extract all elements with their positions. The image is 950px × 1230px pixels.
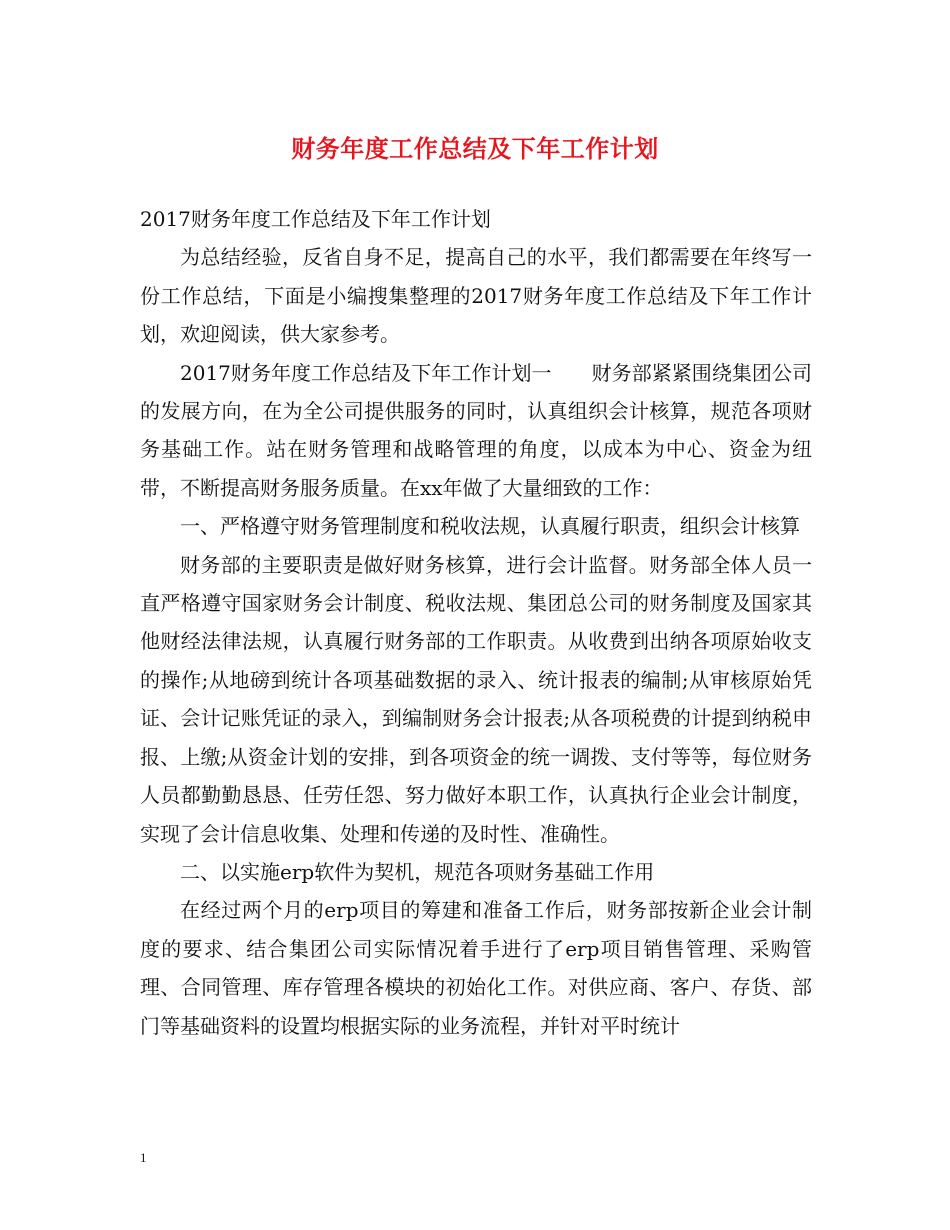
section-1-body: 财务部的主要职责是做好财务核算，进行会计监督。财务部全体人员一直严格遵守国家财务会计制度、税收法规、集团总公司的财务制度及国家其他财经法律法规，认真履行财务部的工作职责。从收费到出纳各项原始收支的操作;从地磅到统计各项基础数据的录入、统计报表的编制;从审核原始凭证、会计记账凭证的录入，到编制财务会计报表;从各项税费的计提到纳税申报、上缴;从资金计划的安排，到各项资金的统一调拨、支付等等，每位财务人员都勤勤恳恳、任劳任怨、努力做好本职工作，认真执行企业会计制度，实现了会计信息收集、处理和传递的及时性、准确性。 [140,552,812,846]
document-title: 财务年度工作总结及下年工作计划 [291,134,659,163]
intro-paragraph: 为总结经验，反省自身不足，提高自己的水平，我们都需要在年终写一份工作总结，下面是小编搜集整理的2017财务年度工作总结及下年工作计划，欢迎阅读，供大家参考。 [140,245,812,347]
page-number: 1 [140,1150,147,1165]
section-2-body: 在经过两个月的erp项目的筹建和准备工作后，财务部按新企业会计制度的要求、结合集团公司实际情况着手进行了erp项目销售管理、采购管理、合同管理、库存管理各模块的初始化工作。对供应商、客户、存货、部门等基础资料的设置均根据实际的业务流程，并针对平时统计 [140,898,812,1038]
subtitle-paragraph: 2017财务年度工作总结及下年工作计划 [140,207,491,231]
document-body [140,200,812,1045]
overview-paragraph: 2017财务年度工作总结及下年工作计划一 财务部紧紧围绕集团公司的发展方向，在为全公司提供服务的同时，认真组织会计核算，规范各项财务基础工作。站在财务管理和战略管理的角度，以成本为中心、资金为纽带，不断提高财务服务质量。在xx年做了大量细致的工作： [140,360,812,500]
section-2-heading: 二、以实施erp软件为契机，规范各项财务基础工作用 [180,859,655,884]
section-1-heading: 一、严格遵守财务管理制度和税收法规，认真履行职责，组织会计核算 [180,514,800,539]
